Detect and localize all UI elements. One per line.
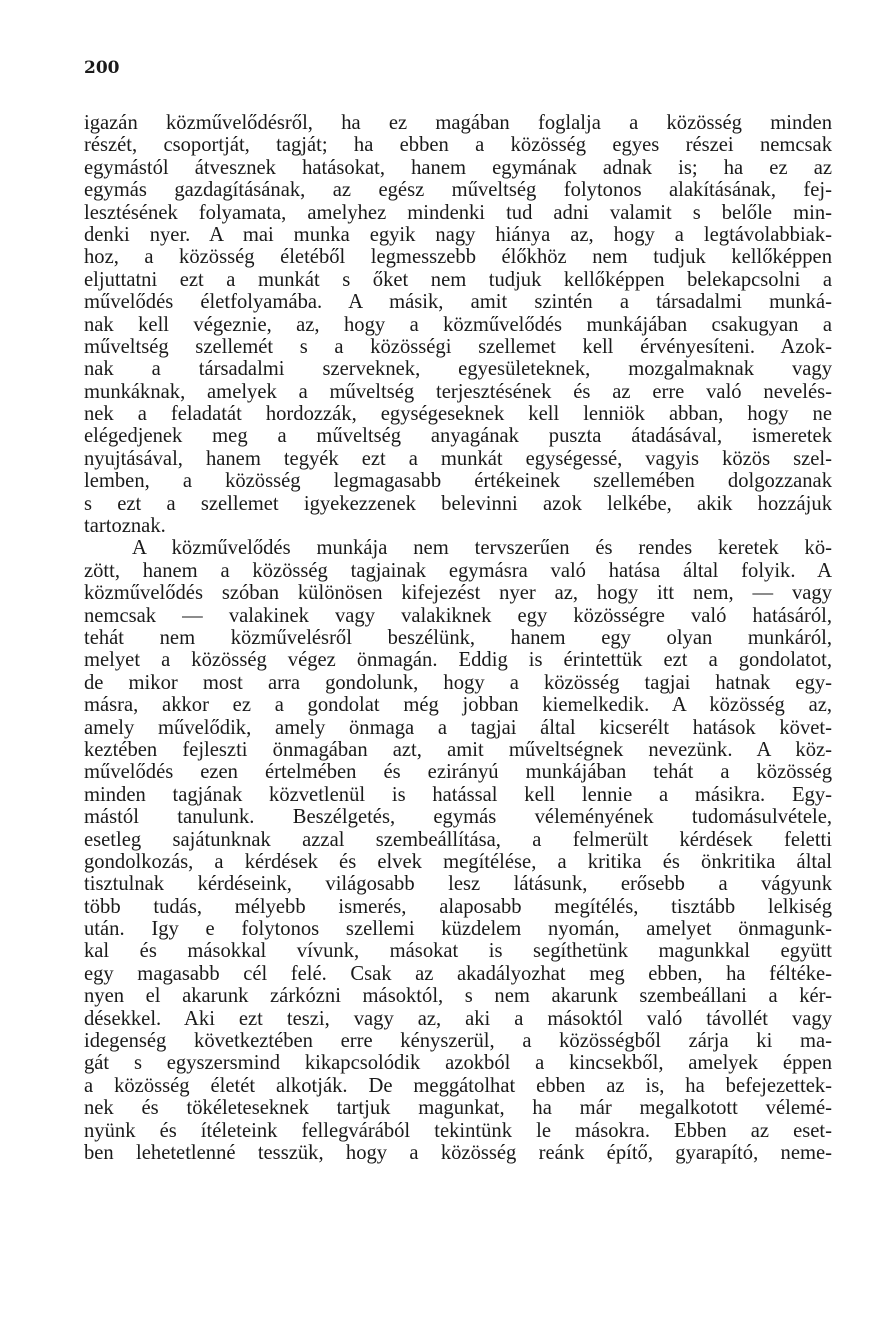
text-line: A közművelődés munkája nem tervszerűen és rendes keretek kö-	[132, 537, 832, 560]
text-line: lemben, a közösség legmagasabb értékeinek szellemében dolgozzanak	[84, 470, 832, 493]
text-line: désekkel. Aki ezt teszi, vagy az, aki a másoktól való távollét vagy	[84, 1007, 832, 1030]
text-line: tisztulnak kérdéseink, világosabb lesz látásunk, erősebb a vágyunk	[84, 873, 832, 896]
page-number: 200	[84, 58, 120, 78]
text-line: tartoznak.	[84, 515, 166, 538]
text-line: gát s egyszersmind kikapcsolódik azokból a kincsekből, amelyek éppen	[84, 1052, 832, 1075]
text-line: nek és tökéleteseknek tartjuk magunkat, ha már megalkotott vélemé-	[84, 1097, 832, 1120]
text-line: részét, csoportját, tagját; ha ebben a közösség egyes részei nemcsak	[84, 134, 832, 157]
text-line: hoz, a közösség életéből legmesszebb élőkhöz nem tudjuk kellőképpen	[84, 246, 832, 269]
text-line: közművelődés szóban különösen kifejezést nyer az, hogy itt nem, — vagy	[84, 582, 832, 605]
text-line: igazán közművelődésről, ha ez magában foglalja a közösség minden	[84, 112, 832, 134]
text-line: a közösség életét alkotják. De meggátolhat ebben az is, ha befejezettek-	[84, 1074, 832, 1097]
text-line: kal és másokkal vívunk, másokat is segíthetünk magunkkal együtt	[84, 940, 832, 963]
text-line: s ezt a szellemet igyekezzenek belevinni azok lelkébe, akik hozzájuk	[84, 492, 832, 515]
text-line: munkáknak, amelyek a műveltség terjesztésének és az erre való nevelés-	[84, 380, 832, 403]
text-line: lesztésének folyamata, amelyhez mindenki tud adni valamit s belőle min-	[84, 201, 832, 224]
text-line: nemcsak — valakinek vagy valakiknek egy közösségre való hatásáról,	[84, 604, 832, 627]
text-line: művelődés életfolyamába. A másik, amit szintén a társadalmi munká-	[84, 291, 832, 314]
text-line: egymástól átvesznek hatásokat, hanem egymának adnak is; ha ez az	[84, 156, 832, 179]
text-line: esetleg sajátunknak azzal szembeállítása, a felmerült kérdések feletti	[84, 828, 832, 851]
text-line: másra, akkor ez a gondolat még jobban kiemelkedik. A közösség az,	[84, 694, 832, 717]
text-line: idegenség következtében erre kényszerül, a közösségből zárja ki ma-	[84, 1030, 832, 1053]
text-line: denki nyer. A mai munka egyik nagy hiánya az, hogy a legtávolabbiak-	[84, 223, 832, 246]
body-text	[84, 112, 832, 1164]
text-line: mástól tanulunk. Beszélgetés, egymás véleményének tudomásulvétele,	[84, 806, 832, 829]
text-line: elégedjenek meg a műveltség anyagának puszta átadásával, ismeretek	[84, 425, 832, 448]
text-line: egymás gazdagításának, az egész műveltség folytonos alakításának, fej-	[84, 179, 832, 202]
text-line: amely művelődik, amely önmaga a tagjai által kicserélt hatások követ-	[84, 716, 832, 739]
text-line: keztében fejleszti önmagában azt, amit műveltségnek nevezünk. A köz-	[84, 738, 832, 761]
text-line: nyen el akarunk zárkózni másoktól, s nem akarunk szembeállani a kér-	[84, 985, 832, 1008]
text-line: melyet a közösség végez önmagán. Eddig is érintettük ezt a gondolatot,	[84, 649, 832, 672]
text-line: gondolkozás, a kérdések és elvek megítélése, a kritika és önkritika által	[84, 850, 832, 873]
text-line: után. Igy e folytonos szellemi küzdelem nyomán, amelyet önmagunk-	[84, 918, 832, 941]
text-line: nyujtásával, hanem tegyék ezt a munkát egységessé, vagyis közös szel-	[84, 447, 832, 470]
text-line: eljuttatni ezt a munkát s őket nem tudjuk kellőképpen belekapcsolni a	[84, 268, 832, 291]
text-line: nyünk és ítéleteink fellegvárából tekintünk le másokra. Ebben az eset-	[84, 1119, 832, 1142]
text-line: egy magasabb cél felé. Csak az akadályozhat meg ebben, ha féltéke-	[84, 962, 832, 985]
text-line: tehát nem közművelésről beszélünk, hanem egy olyan munkáról,	[84, 626, 832, 649]
text-line: nak a társadalmi szerveknek, egyesületeknek, mozgalmaknak vagy	[84, 358, 832, 381]
text-line: művelődés ezen értelmében és ezirányú munkájában tehát a közösség	[84, 761, 832, 784]
text-line: zött, hanem a közösség tagjainak egymásra való hatása által folyik. A	[84, 559, 832, 582]
text-line: minden tagjának közvetlenül is hatással kell lennie a másikra. Egy-	[84, 783, 832, 806]
text-line: több tudás, mélyebb ismerés, alaposabb megítélés, tisztább lelkiség	[84, 895, 832, 918]
text-line: nek a feladatát hordozzák, egységeseknek kell lenniök abban, hogy ne	[84, 403, 832, 426]
text-line: de mikor most arra gondolunk, hogy a közösség tagjai hatnak egy-	[84, 671, 832, 694]
text-line: nak kell végeznie, az, hogy a közművelődés munkájában csakugyan a	[84, 313, 832, 336]
text-line: ben lehetetlenné tesszük, hogy a közösség reánk építő, gyarapító, neme-	[84, 1141, 832, 1164]
text-line: műveltség szellemét s a közösségi szellemet kell érvényesíteni. Azok-	[84, 335, 832, 358]
